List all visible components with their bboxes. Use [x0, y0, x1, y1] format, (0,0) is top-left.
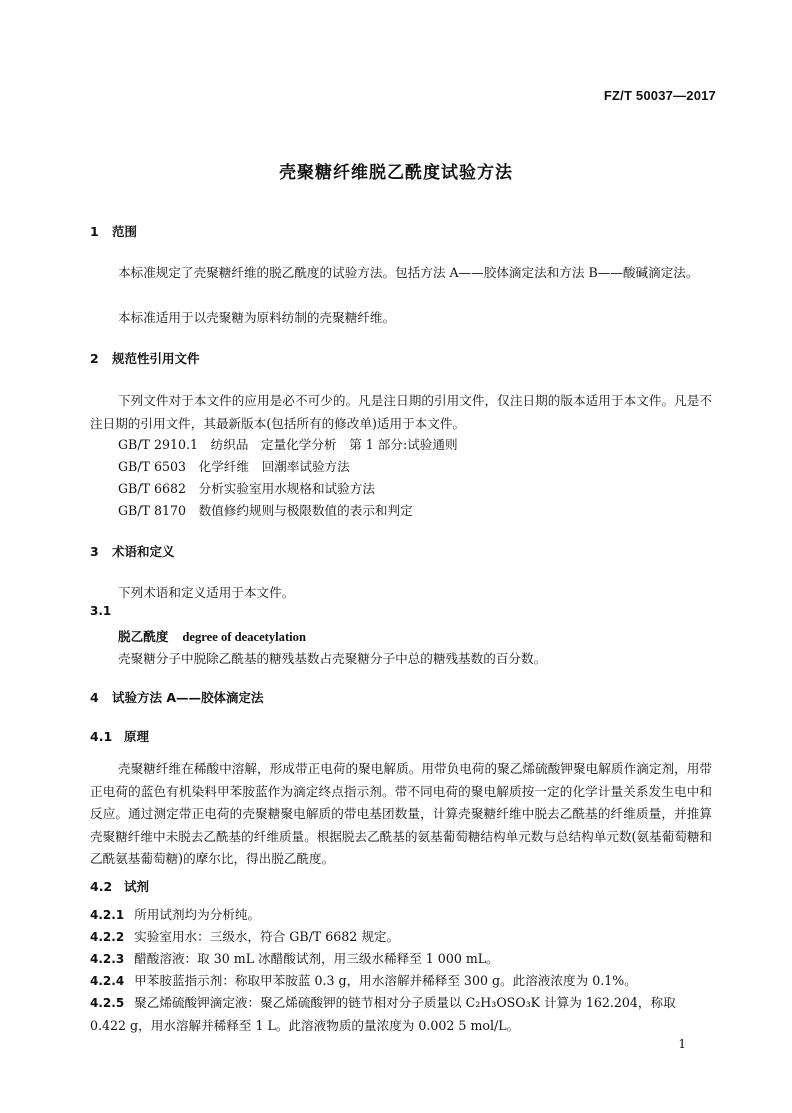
- section-1-heading: [90, 222, 137, 240]
- section-title: 规范性引用文件: [112, 351, 200, 366]
- reagent-number: 4.2.2: [90, 930, 125, 944]
- section-3-paragraph-1: 下列术语和定义适用于本文件。: [118, 585, 295, 600]
- page-number: 1: [678, 1037, 686, 1051]
- reagent-text: 所用试剂均为分析纯。: [134, 907, 261, 922]
- reagent-item: [90, 904, 712, 927]
- section-number: 4.2: [90, 879, 113, 894]
- reference-item: GB/T 8170 数值修约规则与极限数值的表示和判定: [118, 503, 413, 518]
- section-number: 4: [90, 690, 99, 705]
- section-1-paragraph-2: 本标准适用于以壳聚糖为原料纺制的壳聚糖纤维。: [118, 310, 396, 325]
- standard-code: FZ/T 50037—2017: [603, 88, 716, 103]
- section-2-heading: [90, 349, 200, 367]
- subsection-4-1-heading: [90, 727, 149, 745]
- term-number: 3.1: [90, 604, 112, 618]
- section-title: 试剂: [124, 879, 150, 894]
- reagent-text: 实验室用水：三级水，符合 GB/T 6682 规定。: [134, 929, 400, 944]
- reagent-number: 4.2.3: [90, 952, 125, 966]
- reagent-text: 甲苯胺蓝指示剂：称取甲苯胺蓝 0.3 g，用水溶解并稀释至 300 g。此溶液浓度为 0.1%。: [134, 973, 637, 988]
- section-number: 3: [90, 544, 99, 559]
- reference-item: GB/T 6503 化学纤维 回潮率试验方法: [118, 459, 350, 474]
- section-1-paragraph-1: 本标准规定了壳聚糖纤维的脱乙酰度的试验方法。包括方法 A——胶体滴定法和方法 B——酸碱滴定法。: [118, 265, 699, 280]
- section-number: 1: [90, 224, 99, 239]
- term-definition: 壳聚糖分子中脱除乙酰基的糖残基数占壳聚糖分子中总的糖残基数的百分数。: [118, 651, 547, 666]
- section-title: 术语和定义: [112, 544, 175, 559]
- section-4-heading: [90, 688, 264, 706]
- reagent-item: [90, 970, 712, 993]
- reference-item: GB/T 2910.1 纺织品 定量化学分析 第 1 部分:试验通则: [118, 437, 458, 452]
- section-title: 范围: [112, 224, 138, 239]
- term-english: degree of deacetylation: [182, 630, 306, 644]
- subsection-4-1-paragraph: 壳聚糖纤维在稀酸中溶解，形成带正电荷的聚电解质。用带负电荷的聚乙烯硫酸钾聚电解质作滴定剂，用带正电荷的蓝色有机染料甲苯胺蓝作为滴定终点指示剂。带不同电荷的聚电解质按一定的化学计量关系发生电中和反应。通过测定带正电荷的壳聚糖聚电解质的带电基团数量，计算壳聚糖纤维中脱去乙酰基的纤维质量，并推算壳聚糖纤维中未脱去乙酰基的纤维质量。根据脱去乙酰基的氨基葡萄糖结构单元数与总结构单元数(氨基葡萄糖和乙酰氨基葡萄糖)的摩尔比，得出脱乙酰度。: [90, 761, 713, 866]
- reagent-number: 4.2.4: [90, 974, 125, 988]
- section-number: 4.1: [90, 729, 113, 744]
- reagent-item: [90, 992, 712, 1037]
- document-title: 壳聚糖纤维脱乙酰度试验方法: [279, 163, 513, 183]
- section-title: 试验方法 A——胶体滴定法: [112, 690, 264, 705]
- section-2-paragraph-1: 下列文件对于本文件的应用是必不可少的。凡是注日期的引用文件，仅注日期的版本适用于本文件。凡是不注日期的引用文件，其最新版本(包括所有的修改单)适用于本文件。: [90, 393, 712, 431]
- section-number: 2: [90, 351, 99, 366]
- reagent-item: [90, 926, 712, 949]
- reagent-item: [90, 948, 712, 971]
- reagent-number: 4.2.5: [90, 996, 125, 1010]
- reagent-number: 4.2.1: [90, 908, 125, 922]
- subsection-4-2-heading: [90, 877, 149, 895]
- term-chinese: 脱乙酰度: [118, 629, 169, 644]
- reagent-text: 醋酸溶液：取 30 mL 冰醋酸试剂，用三级水稀释至 1 000 mL。: [134, 951, 499, 966]
- reference-item: GB/T 6682 分析实验室用水规格和试验方法: [118, 481, 375, 496]
- term-entry: [118, 626, 306, 645]
- section-3-heading: [90, 542, 175, 560]
- section-title: 原理: [124, 729, 150, 744]
- reagent-text: 聚乙烯硫酸钾滴定液：聚乙烯硫酸钾的链节相对分子质量以 C₂H₃OSO₃K 计算为 162.204，称取 0.422 g，用水溶解并稀释至 1 L。此溶液物质的量浓度为 0.002 5 mol/L。: [90, 995, 676, 1033]
